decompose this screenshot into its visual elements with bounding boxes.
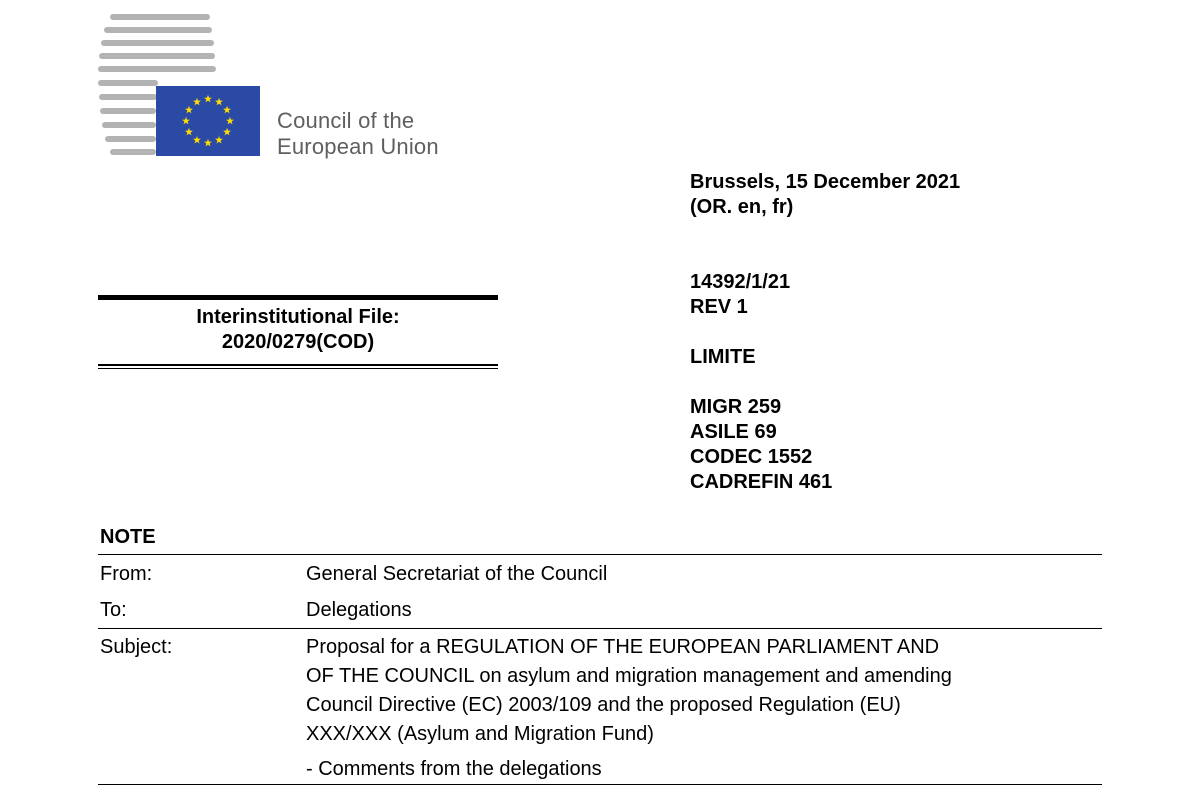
from-label: From: bbox=[100, 563, 153, 585]
subject-line: OF THE COUNCIL on asylum and migration management and amending bbox=[306, 665, 952, 687]
document-classification: LIMITE bbox=[690, 346, 756, 368]
to-value: Delegations bbox=[306, 599, 412, 621]
flag-star-icon bbox=[193, 98, 201, 106]
flag-star-icon bbox=[185, 128, 193, 136]
organization-name bbox=[277, 108, 439, 160]
document-number-block bbox=[690, 270, 790, 320]
document-revision: REV 1 bbox=[690, 296, 748, 318]
flag-star-icon bbox=[226, 117, 234, 125]
subject-note: - Comments from the delegations bbox=[306, 758, 602, 780]
table-divider bbox=[98, 784, 1102, 785]
flag-star-icon bbox=[193, 136, 201, 144]
document-code: ASILE 69 bbox=[690, 421, 777, 443]
from-value: General Secretariat of the Council bbox=[306, 563, 608, 585]
flag-star-icon bbox=[182, 117, 190, 125]
note-heading: NOTE bbox=[100, 526, 156, 548]
document-codes bbox=[690, 395, 832, 495]
file-box-bottom-rule bbox=[98, 364, 498, 366]
table-divider bbox=[98, 554, 1102, 555]
flag-star-icon bbox=[223, 106, 231, 114]
organization-name-line2: European Union bbox=[277, 134, 439, 159]
subject-text bbox=[306, 633, 1096, 784]
flag-star-icon bbox=[215, 136, 223, 144]
document-code: CODEC 1552 bbox=[690, 446, 813, 468]
subject-label: Subject: bbox=[100, 636, 173, 658]
flag-star-icon bbox=[204, 95, 212, 103]
original-languages: (OR. en, fr) bbox=[690, 196, 794, 218]
interinstitutional-file-label: Interinstitutional File: bbox=[196, 306, 400, 328]
organization-name-line1: Council of the bbox=[277, 108, 415, 133]
document-code: CADREFIN 461 bbox=[690, 471, 833, 493]
file-box-bottom-rule bbox=[98, 368, 498, 369]
file-box-top-rule bbox=[98, 295, 498, 300]
flag-star-icon bbox=[223, 128, 231, 136]
place-date: Brussels, 15 December 2021 bbox=[690, 171, 961, 193]
flag-star-icon bbox=[204, 139, 212, 147]
eu-flag-icon bbox=[156, 86, 260, 156]
flag-star-icon bbox=[185, 106, 193, 114]
document-code: MIGR 259 bbox=[690, 396, 782, 418]
subject-line: Council Directive (EC) 2003/109 and the proposed Regulation (EU) bbox=[306, 694, 901, 716]
place-date-block bbox=[690, 170, 960, 220]
flag-star-icon bbox=[215, 98, 223, 106]
subject-line: Proposal for a REGULATION OF THE EUROPEAN PARLIAMENT AND bbox=[306, 636, 940, 658]
interinstitutional-file-number: 2020/0279(COD) bbox=[221, 331, 375, 353]
subject-line: XXX/XXX (Asylum and Migration Fund) bbox=[306, 723, 654, 745]
document-number: 14392/1/21 bbox=[690, 271, 791, 293]
interinstitutional-file-box bbox=[98, 305, 498, 355]
table-divider bbox=[98, 628, 1102, 629]
to-label: To: bbox=[100, 599, 127, 621]
